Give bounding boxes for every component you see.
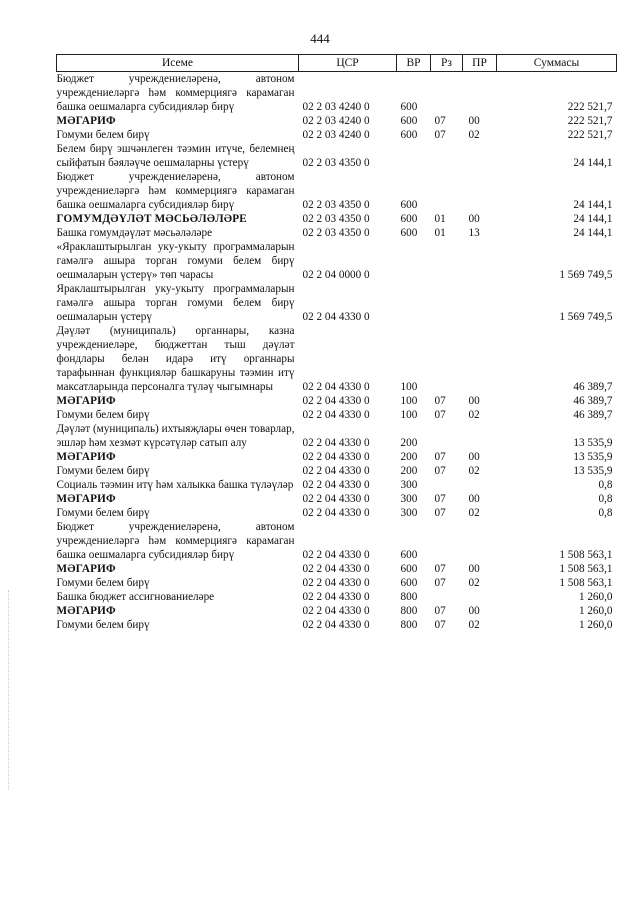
cell-sum: 1 569 749,5 — [559, 311, 613, 323]
cell-rz — [431, 240, 463, 282]
cell-name: Гомуми белем бирү — [56, 465, 150, 477]
table-row — [57, 590, 617, 604]
cell-vr: 800 — [400, 591, 418, 603]
cell-sum: 1 260,0 — [578, 591, 613, 603]
cell-csr: 02 2 03 4350 0 — [302, 213, 370, 225]
cell-rz: 07 — [434, 577, 446, 589]
cell-name: Гомуми белем бирү — [56, 129, 150, 141]
cell-vr: 100 — [400, 381, 418, 393]
cell-pr — [463, 240, 497, 282]
table-row — [57, 114, 617, 128]
cell-vr: 300 — [400, 493, 418, 505]
cell-csr: 02 2 04 4330 0 — [302, 507, 370, 519]
cell-name: МӘГАРИФ — [56, 563, 116, 575]
cell-rz: 07 — [434, 115, 446, 127]
cell-pr — [463, 170, 497, 212]
table-row — [57, 562, 617, 576]
cell-pr — [463, 324, 497, 394]
cell-csr: 02 2 04 4330 0 — [302, 605, 370, 617]
cell-sum: 0,8 — [598, 479, 613, 491]
cell-pr: 00 — [468, 605, 480, 617]
table-row — [57, 324, 617, 394]
table-body — [57, 72, 617, 633]
cell-csr: 02 2 03 4350 0 — [302, 199, 370, 211]
table-row — [57, 506, 617, 520]
cell-vr: 600 — [400, 115, 418, 127]
cell-csr: 02 2 04 4330 0 — [302, 563, 370, 575]
cell-pr: 02 — [468, 507, 480, 519]
cell-pr: 00 — [468, 451, 480, 463]
cell-pr: 02 — [468, 129, 480, 141]
cell-pr: 00 — [468, 395, 480, 407]
cell-pr: 02 — [468, 577, 480, 589]
cell-pr — [463, 590, 497, 604]
table-row — [57, 450, 617, 464]
cell-csr: 02 2 03 4240 0 — [302, 115, 370, 127]
cell-rz — [431, 170, 463, 212]
cell-vr: 600 — [400, 101, 418, 113]
cell-name: ГОМУМДӘҮЛӘТ МӘСЬӘЛӘЛӘРЕ — [56, 213, 247, 225]
cell-rz: 07 — [434, 563, 446, 575]
table-row — [57, 520, 617, 562]
cell-pr: 02 — [468, 465, 480, 477]
cell-sum: 46 389,7 — [573, 409, 613, 421]
cell-sum: 1 508 563,1 — [559, 577, 613, 589]
cell-vr: 200 — [400, 465, 418, 477]
cell-csr: 02 2 04 4330 0 — [302, 409, 370, 421]
table-row — [57, 464, 617, 478]
table-row — [57, 576, 617, 590]
cell-vr: 100 — [400, 395, 418, 407]
cell-csr: 02 2 04 4330 0 — [302, 591, 370, 603]
cell-rz: 07 — [434, 451, 446, 463]
cell-pr — [463, 72, 497, 115]
table-row — [57, 422, 617, 450]
cell-sum: 1 508 563,1 — [559, 563, 613, 575]
cell-vr — [397, 282, 431, 324]
margin-scan-artifact — [8, 590, 11, 790]
cell-pr: 02 — [468, 619, 480, 631]
cell-sum: 1 260,0 — [578, 619, 613, 631]
cell-vr: 600 — [400, 549, 418, 561]
table-row — [57, 240, 617, 282]
cell-pr — [463, 422, 497, 450]
cell-vr: 100 — [400, 409, 418, 421]
cell-rz: 07 — [434, 605, 446, 617]
cell-csr: 02 2 04 4330 0 — [302, 465, 370, 477]
cell-csr: 02 2 04 4330 0 — [302, 311, 370, 323]
cell-name: Дәүләт (муниципаль) ихтыяҗлары өчен товарлар, эшләр һәм хезмәт күрсәтүләр сатып алу — [56, 423, 295, 449]
header-vr: ВР — [397, 55, 431, 72]
cell-name: МӘГАРИФ — [56, 605, 116, 617]
cell-vr: 300 — [400, 479, 418, 491]
cell-vr — [397, 142, 431, 170]
cell-sum: 13 535,9 — [573, 451, 613, 463]
cell-name: Яраклаштырылган уку-укыту программаларын гамәлгә ашыра торган гомуми белем бирү оешмаларын үстерү — [56, 283, 295, 323]
table-row — [57, 170, 617, 212]
cell-vr: 200 — [400, 437, 418, 449]
cell-pr — [463, 520, 497, 562]
cell-name: МӘГАРИФ — [56, 451, 116, 463]
cell-sum: 1 508 563,1 — [559, 549, 613, 561]
header-pr: ПР — [463, 55, 497, 72]
cell-csr: 02 2 04 4330 0 — [302, 395, 370, 407]
cell-sum: 46 389,7 — [573, 381, 613, 393]
cell-csr: 02 2 04 4330 0 — [302, 493, 370, 505]
cell-rz: 07 — [434, 129, 446, 141]
cell-csr: 02 2 04 4330 0 — [302, 437, 370, 449]
cell-sum: 24 144,1 — [573, 227, 613, 239]
cell-csr: 02 2 03 4240 0 — [302, 129, 370, 141]
cell-csr: 02 2 03 4240 0 — [302, 101, 370, 113]
cell-rz: 07 — [434, 395, 446, 407]
cell-sum: 24 144,1 — [573, 157, 613, 169]
cell-name: Бюджет учреждениеләренә, автоном учреждениеләргә һәм коммерциягә карамаган башка оешмаларга субсидияләр бирү — [56, 171, 295, 211]
cell-rz: 07 — [434, 465, 446, 477]
cell-rz: 07 — [434, 409, 446, 421]
cell-sum: 1 569 749,5 — [559, 269, 613, 281]
cell-name: Гомуми белем бирү — [56, 507, 150, 519]
cell-rz — [431, 324, 463, 394]
cell-pr — [463, 282, 497, 324]
cell-sum: 46 389,7 — [573, 395, 613, 407]
cell-csr: 02 2 04 0000 0 — [302, 269, 370, 281]
table-row — [57, 212, 617, 226]
table-row — [57, 618, 617, 632]
cell-vr: 600 — [400, 577, 418, 589]
table-row — [57, 226, 617, 240]
table-row — [57, 282, 617, 324]
cell-sum: 13 535,9 — [573, 465, 613, 477]
cell-vr: 600 — [400, 227, 418, 239]
cell-pr: 00 — [468, 115, 480, 127]
cell-rz — [431, 478, 463, 492]
cell-rz — [431, 282, 463, 324]
cell-sum: 24 144,1 — [573, 213, 613, 225]
cell-rz — [431, 422, 463, 450]
cell-vr: 800 — [400, 605, 418, 617]
cell-sum: 1 260,0 — [578, 605, 613, 617]
table-row — [57, 408, 617, 422]
cell-name: МӘГАРИФ — [56, 493, 116, 505]
header-rz: Рз — [431, 55, 463, 72]
cell-name: Социаль тәэмин итү һәм халыкка башка түләүләр — [56, 479, 294, 491]
cell-name: Башка бюджет ассигнованиеләре — [56, 591, 215, 603]
cell-sum: 222 521,7 — [567, 101, 613, 113]
page-number: 444 — [310, 31, 330, 46]
cell-vr: 600 — [400, 129, 418, 141]
cell-vr: 300 — [400, 507, 418, 519]
cell-vr — [397, 240, 431, 282]
cell-pr — [463, 478, 497, 492]
cell-name: Башка гомумдәүләт мәсьәләләре — [56, 227, 213, 239]
table-row — [57, 604, 617, 618]
cell-rz: 07 — [434, 619, 446, 631]
cell-rz — [431, 590, 463, 604]
cell-vr: 200 — [400, 451, 418, 463]
table-row — [57, 142, 617, 170]
table-header — [57, 55, 617, 72]
cell-sum: 13 535,9 — [573, 437, 613, 449]
cell-rz — [431, 142, 463, 170]
cell-pr: 00 — [468, 563, 480, 575]
table-row — [57, 478, 617, 492]
table-row — [57, 128, 617, 142]
cell-name: МӘГАРИФ — [56, 115, 116, 127]
header-name: Исеме — [57, 55, 299, 72]
table-row — [57, 492, 617, 506]
budget-table — [56, 54, 617, 632]
cell-pr: 00 — [468, 493, 480, 505]
cell-pr: 02 — [468, 409, 480, 421]
cell-vr: 600 — [400, 199, 418, 211]
cell-name: Дәүләт (муниципаль) органнары, казна учреждениеләре, бюджеттан тыш дәүләт фондлары белән идарә итү органнары тарафыннан функцияләр башкаруны тәэмин итү максатларында персоналга түләү чыгымнары — [56, 325, 295, 393]
cell-rz: 07 — [434, 507, 446, 519]
cell-pr: 13 — [468, 227, 480, 239]
cell-csr: 02 2 04 4330 0 — [302, 619, 370, 631]
cell-pr: 00 — [468, 213, 480, 225]
cell-sum: 0,8 — [598, 507, 613, 519]
cell-name: Гомуми белем бирү — [56, 409, 150, 421]
header-sum: Суммасы — [497, 55, 617, 72]
cell-csr: 02 2 04 4330 0 — [302, 451, 370, 463]
cell-sum: 222 521,7 — [567, 115, 613, 127]
cell-rz — [431, 72, 463, 115]
cell-pr — [463, 142, 497, 170]
cell-csr: 02 2 04 4330 0 — [302, 549, 370, 561]
table-row — [57, 394, 617, 408]
header-csr: ЦСР — [299, 55, 397, 72]
cell-rz — [431, 520, 463, 562]
table-row — [57, 72, 617, 115]
cell-name: Бюджет учреждениеләренә, автоном учреждениеләргә һәм коммерциягә карамаган башка оешмаларга субсидияләр бирү — [56, 73, 295, 113]
cell-rz: 01 — [434, 213, 446, 225]
cell-rz: 07 — [434, 493, 446, 505]
cell-csr: 02 2 04 4330 0 — [302, 577, 370, 589]
cell-name: Белем бирү эшчәнлеген тәэмин итүче, белемнең сыйфатын бәяләүче оешмаларны үстерү — [56, 143, 295, 169]
cell-csr: 02 2 03 4350 0 — [302, 227, 370, 239]
cell-sum: 222 521,7 — [567, 129, 613, 141]
cell-csr: 02 2 04 4330 0 — [302, 381, 370, 393]
cell-name: Бюджет учреждениеләренә, автоном учреждениеләргә һәм коммерциягә карамаган башка оешмаларга субсидияләр бирү — [56, 521, 295, 561]
cell-vr: 800 — [400, 619, 418, 631]
cell-sum: 0,8 — [598, 493, 613, 505]
cell-csr: 02 2 03 4350 0 — [302, 157, 370, 169]
cell-name: «Яраклаштырылган уку-укыту программаларын гамәлгә ашыра торган гомуми белем бирү оешмаларын үстерү» төп чарасы — [56, 241, 295, 281]
cell-vr: 600 — [400, 563, 418, 575]
cell-name: МӘГАРИФ — [56, 395, 116, 407]
cell-vr: 600 — [400, 213, 418, 225]
cell-rz: 01 — [434, 227, 446, 239]
cell-csr: 02 2 04 4330 0 — [302, 479, 370, 491]
cell-sum: 24 144,1 — [573, 199, 613, 211]
cell-name: Гомуми белем бирү — [56, 577, 150, 589]
cell-name: Гомуми белем бирү — [56, 619, 150, 631]
